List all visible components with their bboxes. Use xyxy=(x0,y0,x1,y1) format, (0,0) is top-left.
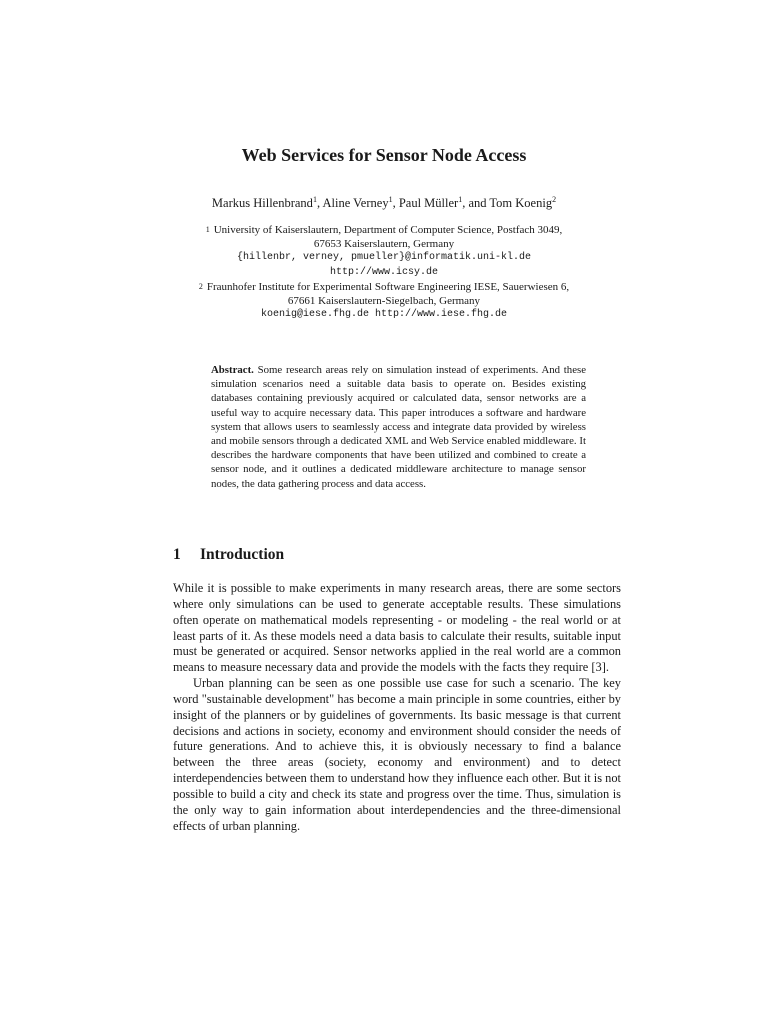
author-separator: , xyxy=(392,196,399,211)
abstract-label: Abstract. xyxy=(211,364,254,376)
abstract-text: Some research areas rely on simulation instead of experiments. And these simulation scenarios need a suitable data basis to operate on. Besides existing databases containing previously acquired or calculated data, sensor networks are a useful way to acquire necessary data. This paper introduces a software and hardware system that allows users to seamlessly access and integrate data provided by wireless and mobile sensors through a dedicated XML and Web Service enabled middleware. It describes the hardware components that have been utilized and combined to create a sensor node, and it outlines a dedicated middleware architecture to manage sensor nodes, the data gathering process and data access. xyxy=(211,364,586,490)
author-name: Paul Müller xyxy=(398,196,459,211)
author-name: Markus Hillenbrand xyxy=(211,196,313,211)
affiliation-email: {hillenbr, verney, pmueller}@informatik.uni-kl.de xyxy=(236,252,532,264)
affiliation-url[interactable]: http://www.icsy.de xyxy=(329,266,439,278)
body-text xyxy=(173,581,621,835)
paragraph: While it is possible to make experiments in many research areas, there are some sectors where only simulations can be used to generate acceptable results. These simulations often operate on mathematical models representing - or modeling - the real world or at least parts of it. As these models need a data basis to calculate their results, suitable input must be generated or acquired. Sensor networks applied in the real world are a common means to measure necessary data and provide the models with the facts they require [3]. xyxy=(173,581,621,675)
affiliation-1 xyxy=(0,223,768,280)
author-affiliation-mark: 1 xyxy=(312,195,317,204)
author-name: Aline Verney xyxy=(322,196,389,211)
affiliation-address: 67661 Kaiserslautern-Siegelbach, Germany xyxy=(287,295,481,308)
author-affiliation-mark: 2 xyxy=(552,195,557,204)
abstract xyxy=(211,363,586,491)
affiliation-address: 67653 Kaiserslautern, Germany xyxy=(313,238,455,251)
affiliation-email: koenig@iese.fhg.de xyxy=(260,309,369,321)
author-name: Tom Koenig xyxy=(489,196,553,211)
affiliation-institution: University of Kaiserslautern, Department of Computer Science, Postfach 3049, xyxy=(213,224,563,236)
affiliation-line xyxy=(0,223,768,237)
affiliation-institution: Fraunhofer Institute for Experimental Software Engineering IESE, Sauerwiesen 6, xyxy=(206,281,570,293)
affiliation-url[interactable]: http://www.iese.fhg.de xyxy=(375,309,508,321)
affiliation-number: 2 xyxy=(198,282,203,291)
author-affiliation-mark: 1 xyxy=(388,195,393,204)
author-separator: , xyxy=(316,196,323,211)
section-number: 1 xyxy=(173,546,181,563)
section-heading xyxy=(173,546,284,564)
affiliation-line xyxy=(0,280,768,294)
author-list xyxy=(0,195,768,211)
affiliation-number: 1 xyxy=(205,225,210,234)
paragraph: Urban planning can be seen as one possible use case for such a scenario. The key word "sustainable development" has become a main principle in some countries, either by insight of the planners or by guidelines of governments. Its basic message is that current decisions and actions in society, economy and environment should consider the needs of future generations. And to achieve this, it is obviously necessary to find a balance between the three areas (society, economy and environment) and to detect interdependencies between them to understand how they influence each other. But it is not possible to build a city and check its state and progress over the time. Thus, simulation is the only way to gain information about interdependencies and the three-dimensional effects of urban planning. xyxy=(173,676,621,833)
author-affiliation-mark: 1 xyxy=(458,195,463,204)
affiliation-2 xyxy=(0,280,768,323)
affiliation-contact xyxy=(0,308,768,322)
paper-title: Web Services for Sensor Node Access xyxy=(241,145,527,165)
section-title: Introduction xyxy=(200,546,285,563)
author-separator: , and xyxy=(462,196,490,211)
